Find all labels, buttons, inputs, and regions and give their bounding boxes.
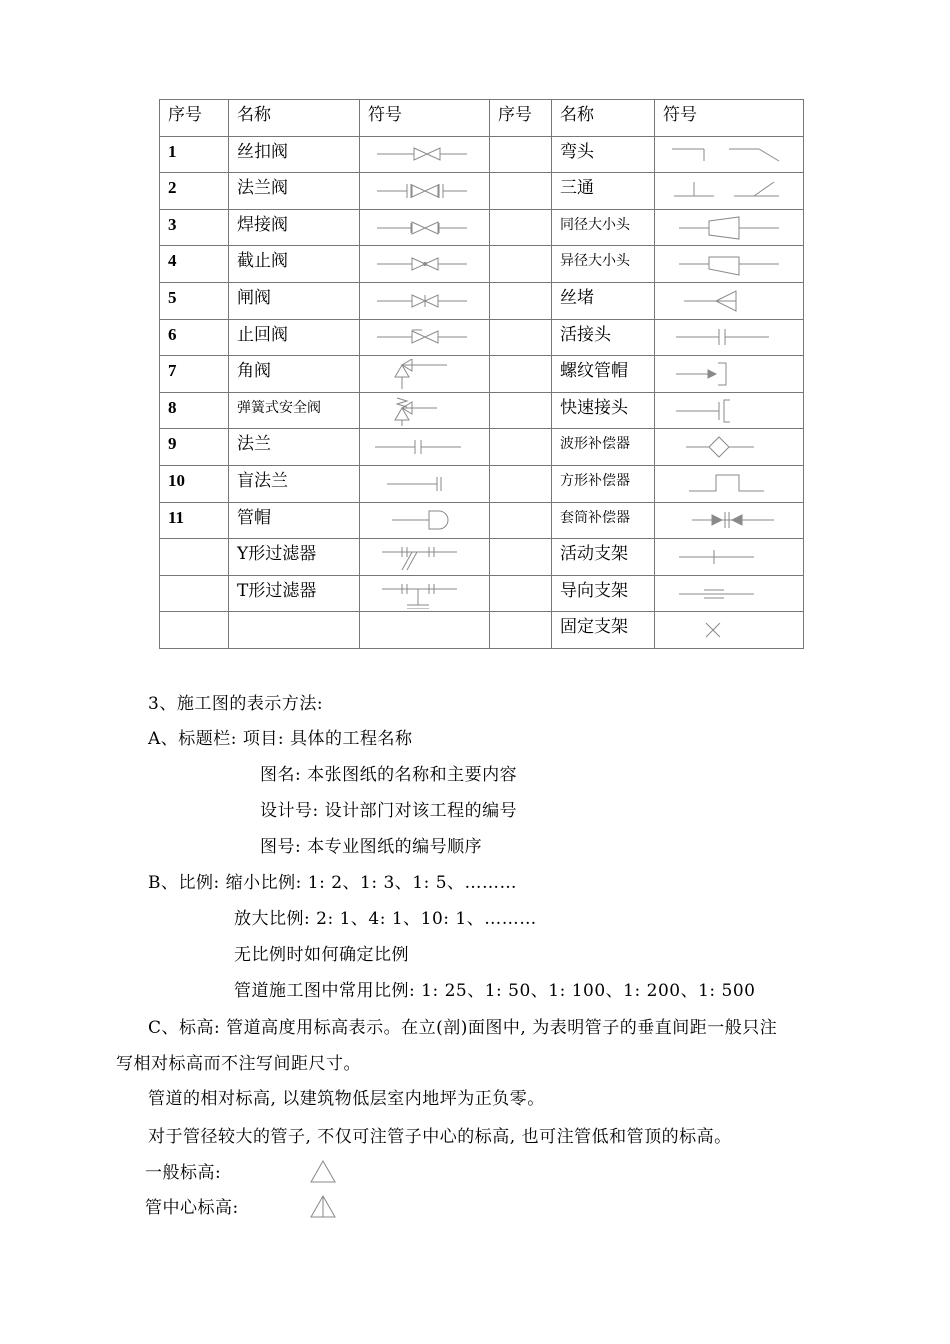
row-number: 8 (160, 392, 229, 429)
table-row (160, 429, 804, 466)
item-name: 盲法兰 (229, 465, 360, 502)
sleeve-compensator-icon (664, 505, 794, 535)
item-name-2: 异径大小头 (552, 246, 655, 283)
flange-icon (367, 432, 482, 462)
globe-valve-icon (367, 249, 482, 279)
concentric-reducer-icon (664, 213, 794, 243)
elbow-icon (664, 139, 794, 169)
row-number: 10 (160, 465, 229, 502)
table-row (160, 246, 804, 283)
item-name: 闸阀 (229, 282, 360, 319)
row-number: 7 (160, 356, 229, 393)
item-name-2: 方形补偿器 (552, 465, 655, 502)
item-name: Y形过滤器 (229, 539, 360, 576)
blind-flange-icon (367, 469, 482, 499)
table-row (160, 502, 804, 539)
union-symbol-cell (655, 319, 804, 356)
item-name-2: 三通 (552, 173, 655, 210)
b-enlarge-scale-line: 放大比例: 2: 1、4: 1、10: 1、……… (234, 909, 537, 929)
square-compensator-symbol-cell (655, 465, 804, 502)
table-row (160, 136, 804, 173)
bellows-compensator-symbol-cell (655, 429, 804, 466)
table-header-row (160, 100, 804, 137)
row-number: 5 (160, 282, 229, 319)
table-row (160, 282, 804, 319)
row-number-2 (490, 429, 552, 466)
row-number: 3 (160, 209, 229, 246)
row-number (160, 539, 229, 576)
row-number: 4 (160, 246, 229, 283)
item-name: 焊接阀 (229, 209, 360, 246)
table-row (160, 173, 804, 210)
a-title-block-line: A、标题栏: 项目: 具体的工程名称 (148, 729, 413, 749)
item-name-2: 套筒补偿器 (552, 502, 655, 539)
general-elevation-symbol-icon (308, 1158, 338, 1184)
row-number-2 (490, 136, 552, 173)
header-no: 序号 (160, 100, 229, 137)
table-row (160, 539, 804, 576)
table-body (160, 100, 804, 649)
item-name: 法兰 (229, 429, 360, 466)
flange-valve-icon (367, 176, 482, 206)
welded-valve-symbol-cell (360, 209, 490, 246)
t-strainer-symbol-cell (360, 575, 490, 612)
pipe-center-elevation-symbol-icon (308, 1193, 338, 1219)
table-row (160, 356, 804, 393)
eccentric-reducer-symbol-cell (655, 246, 804, 283)
screw-valve-symbol-cell (360, 136, 490, 173)
table-row (160, 612, 804, 649)
row-number: 2 (160, 173, 229, 210)
elbow-symbol-cell (655, 136, 804, 173)
flange-valve-symbol-cell (360, 173, 490, 210)
table-row (160, 209, 804, 246)
row-number (160, 575, 229, 612)
table-row (160, 319, 804, 356)
item-name-2: 活动支架 (552, 539, 655, 576)
plug-icon (664, 286, 794, 316)
pipe-center-elevation-label: 管中心标高: (145, 1198, 239, 1218)
c-elevation-line-2: 写相对标高而不注写间距尺寸。 (116, 1054, 361, 1074)
sleeve-compensator-symbol-cell (655, 502, 804, 539)
welded-valve-icon (367, 213, 482, 243)
tee-symbol-cell (655, 173, 804, 210)
threaded-cap-icon (664, 359, 794, 389)
y-strainer-symbol-cell (360, 539, 490, 576)
row-number-2 (490, 173, 552, 210)
quick-coupling-symbol-cell (655, 392, 804, 429)
row-number (160, 612, 229, 649)
tee-icon (664, 176, 794, 206)
row-number-2 (490, 209, 552, 246)
relative-elevation-paragraph: 管道的相对标高, 以建筑物低层室内地坪为正负零。 (148, 1089, 545, 1109)
t-strainer-icon (367, 579, 482, 609)
fixed-support-icon (664, 615, 794, 645)
guide-support-symbol-cell (655, 575, 804, 612)
item-name-2: 导向支架 (552, 575, 655, 612)
a-drawing-number-line: 图号: 本专业图纸的编号顺序 (260, 837, 483, 857)
header-no-2: 序号 (490, 100, 552, 137)
item-name-2: 丝堵 (552, 282, 655, 319)
b-common-scale-line: 管道施工图中常用比例: 1: 25、1: 50、1: 100、1: 200、1: 500 (234, 981, 756, 1001)
eccentric-reducer-icon (664, 249, 794, 279)
pipe-cap-symbol-cell (360, 502, 490, 539)
item-name: 丝扣阀 (229, 136, 360, 173)
item-name-2: 固定支架 (552, 612, 655, 649)
item-name-2: 快速接头 (552, 392, 655, 429)
row-number-2 (490, 356, 552, 393)
check-valve-icon (367, 322, 482, 352)
square-compensator-icon (664, 469, 794, 499)
pipe-cap-icon (367, 505, 482, 535)
row-number-2 (490, 246, 552, 283)
b-no-scale-line: 无比例时如何确定比例 (234, 945, 409, 965)
sliding-support-icon (664, 542, 794, 572)
union-icon (664, 322, 794, 352)
row-number: 6 (160, 319, 229, 356)
table-row (160, 465, 804, 502)
concentric-reducer-symbol-cell (655, 209, 804, 246)
item-name: T形过滤器 (229, 575, 360, 612)
angle-valve-icon (367, 359, 482, 389)
gate-valve-symbol-cell (360, 282, 490, 319)
pipe-symbols-table (159, 99, 804, 649)
header-name-2: 名称 (552, 100, 655, 137)
item-name-2: 螺纹管帽 (552, 356, 655, 393)
a-design-number-line: 设计号: 设计部门对该工程的编号 (260, 801, 518, 821)
c-elevation-line-1: C、标高: 管道高度用标高表示。在立(剖)面图中, 为表明管子的垂直间距一般只注 (148, 1018, 778, 1038)
header-symbol: 符号 (360, 100, 490, 137)
row-number-2 (490, 539, 552, 576)
angle-valve-symbol-cell (360, 356, 490, 393)
item-name (229, 612, 360, 649)
large-pipe-elevation-paragraph: 对于管径较大的管子, 不仅可注管子中心的标高, 也可注管低和管顶的标高。 (148, 1127, 732, 1147)
row-number-2 (490, 282, 552, 319)
row-number-2 (490, 319, 552, 356)
item-name: 止回阀 (229, 319, 360, 356)
plug-symbol-cell (655, 282, 804, 319)
item-name: 弹簧式安全阀 (229, 392, 360, 429)
row-number: 9 (160, 429, 229, 466)
row-number: 11 (160, 502, 229, 539)
header-name: 名称 (229, 100, 360, 137)
screw-valve-icon (367, 139, 482, 169)
flange-symbol-cell (360, 429, 490, 466)
globe-valve-symbol-cell (360, 246, 490, 283)
safety-valve-icon (367, 396, 482, 426)
item-name-2: 波形补偿器 (552, 429, 655, 466)
item-name: 法兰阀 (229, 173, 360, 210)
empty-symbol-cell (360, 612, 490, 649)
item-name-2: 同径大小头 (552, 209, 655, 246)
fixed-support-symbol-cell (655, 612, 804, 649)
y-strainer-icon (367, 542, 482, 572)
row-number-2 (490, 465, 552, 502)
section-3-heading: 3、施工图的表示方法: (148, 694, 324, 714)
a-drawing-name-line: 图名: 本张图纸的名称和主要内容 (260, 765, 518, 785)
general-elevation-label: 一般标高: (145, 1163, 222, 1183)
header-symbol-2: 符号 (655, 100, 804, 137)
guide-support-icon (664, 579, 794, 609)
b-scale-line: B、比例: 缩小比例: 1: 2、1: 3、1: 5、……… (148, 873, 518, 893)
row-number-2 (490, 392, 552, 429)
gate-valve-icon (367, 286, 482, 316)
row-number-2 (490, 612, 552, 649)
sliding-support-symbol-cell (655, 539, 804, 576)
row-number: 1 (160, 136, 229, 173)
row-number-2 (490, 502, 552, 539)
table-row (160, 392, 804, 429)
blind-flange-symbol-cell (360, 465, 490, 502)
check-valve-symbol-cell (360, 319, 490, 356)
item-name: 角阀 (229, 356, 360, 393)
item-name: 截止阀 (229, 246, 360, 283)
item-name-2: 活接头 (552, 319, 655, 356)
quick-coupling-icon (664, 396, 794, 426)
safety-valve-symbol-cell (360, 392, 490, 429)
item-name-2: 弯头 (552, 136, 655, 173)
threaded-cap-symbol-cell (655, 356, 804, 393)
item-name: 管帽 (229, 502, 360, 539)
table-row (160, 575, 804, 612)
row-number-2 (490, 575, 552, 612)
bellows-compensator-icon (664, 432, 794, 462)
